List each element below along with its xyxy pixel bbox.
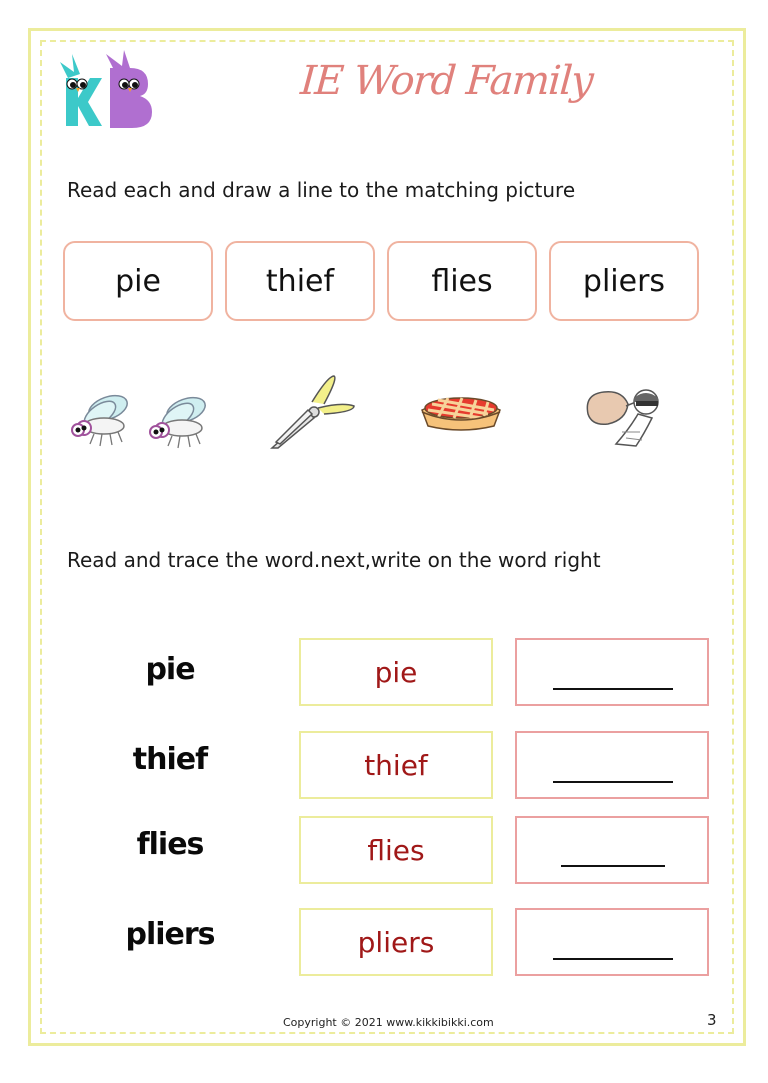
trace-box-pliers: pliers: [299, 908, 493, 976]
word-card-thief: thief: [225, 241, 375, 321]
word-card-pie: pie: [63, 241, 213, 321]
write-line: [553, 781, 673, 783]
kb-logo: [52, 48, 156, 132]
pliers-icon: [268, 372, 360, 452]
flies-icon: [66, 388, 214, 450]
trace-box-thief: thief: [299, 731, 493, 799]
word-card-flies: flies: [387, 241, 537, 321]
row-word-flies: flies: [136, 827, 204, 862]
trace-box-pie: pie: [299, 638, 493, 706]
write-box-thief[interactable]: [515, 731, 709, 799]
write-box-pie[interactable]: [515, 638, 709, 706]
write-line: [553, 688, 673, 690]
page-title: IE Word Family: [298, 58, 594, 104]
word-card-pliers: pliers: [549, 241, 699, 321]
copyright: Copyright © 2021 www.kikkibikki.com: [283, 1016, 494, 1029]
page-number: 3: [707, 1011, 717, 1029]
row-word-thief: thief: [132, 742, 208, 777]
pie-icon: [418, 392, 504, 432]
write-box-pliers[interactable]: [515, 908, 709, 976]
write-line: [561, 865, 665, 867]
write-line: [553, 958, 673, 960]
row-word-pliers: pliers: [125, 917, 215, 952]
trace-instructions: Read and trace the word.next,write on the word right: [67, 548, 601, 572]
thief-icon: [582, 384, 668, 450]
match-instructions: Read each and draw a line to the matching picture: [67, 178, 576, 202]
write-box-flies[interactable]: [515, 816, 709, 884]
row-word-pie: pie: [145, 652, 195, 687]
trace-box-flies: flies: [299, 816, 493, 884]
